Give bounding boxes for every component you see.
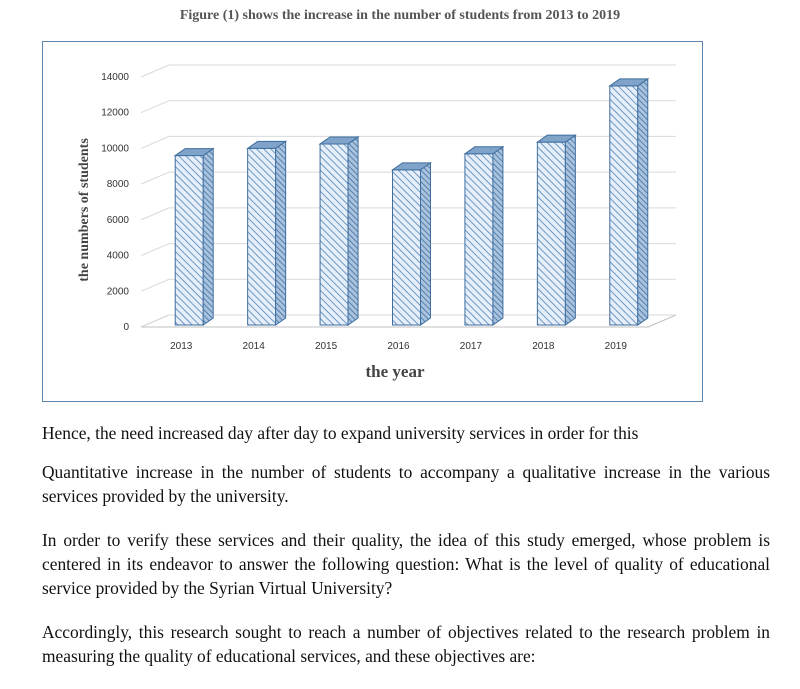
y-tick-label: 12000 bbox=[101, 107, 129, 119]
y-axis-title: the numbers of students bbox=[77, 138, 92, 282]
bar-side bbox=[348, 137, 358, 325]
bar-side bbox=[565, 135, 575, 325]
y-tick-label: 10000 bbox=[101, 143, 129, 155]
bar-side bbox=[421, 163, 431, 325]
bar-side bbox=[493, 147, 503, 325]
paragraph-2: Quantitative increase in the number of students to accompany a qualitative increase in the various services provided by the university. bbox=[42, 462, 770, 506]
bar bbox=[248, 141, 286, 325]
bar-side bbox=[203, 149, 213, 325]
y-tick-label: 4000 bbox=[106, 250, 129, 262]
paragraph-4: Accordingly, this research sought to reach a number of objectives related to the research problem in measuring the quality of educational services, and these objectives are: bbox=[42, 622, 770, 666]
y-tick-label: 6000 bbox=[106, 214, 129, 226]
y-tick-label: 2000 bbox=[106, 286, 129, 298]
bar-side bbox=[276, 141, 286, 325]
bar-front bbox=[248, 148, 276, 325]
x-tick-label: 2018 bbox=[532, 341, 555, 352]
bar-front bbox=[537, 142, 565, 325]
gridline bbox=[141, 136, 676, 148]
bar-front bbox=[320, 144, 348, 325]
x-tick-label: 2019 bbox=[604, 341, 627, 352]
y-tick-label: 0 bbox=[123, 322, 129, 333]
paragraph-1: Hence, the need increased day after day to expand university services in order for this bbox=[42, 423, 639, 443]
bar-front bbox=[175, 156, 203, 325]
y-tick-label: 14000 bbox=[101, 72, 129, 83]
y-tick-label: 8000 bbox=[106, 179, 129, 191]
paragraph-3: In order to verify these services and their quality, the idea of this study emerged, whose problem is centered in its endeavor to answer the following question: What is the level of quality of educational service provided by the Syrian Virtual University? bbox=[42, 530, 770, 598]
bar-front bbox=[465, 154, 493, 325]
bar-side bbox=[638, 79, 648, 325]
bar bbox=[175, 149, 213, 325]
x-tick-label: 2015 bbox=[314, 341, 338, 352]
x-tick-label: 2016 bbox=[387, 341, 410, 352]
x-tick-label: 2014 bbox=[242, 341, 265, 352]
bar bbox=[393, 163, 431, 325]
gridline bbox=[141, 65, 676, 77]
x-tick-label: 2013 bbox=[170, 341, 193, 352]
chart-frame bbox=[42, 41, 703, 402]
bar bbox=[465, 147, 503, 325]
bar-front bbox=[610, 86, 638, 325]
x-tick-label: 2017 bbox=[459, 341, 483, 352]
bar bbox=[320, 137, 358, 325]
bar bbox=[537, 135, 575, 325]
figure-caption: Figure (1) shows the increase in the number of students from 2013 to 2019 bbox=[179, 8, 621, 23]
x-axis-title: the year bbox=[365, 362, 425, 381]
bar-chart bbox=[43, 42, 701, 400]
bar bbox=[610, 79, 648, 325]
bar-front bbox=[393, 170, 421, 325]
gridline bbox=[141, 101, 676, 113]
